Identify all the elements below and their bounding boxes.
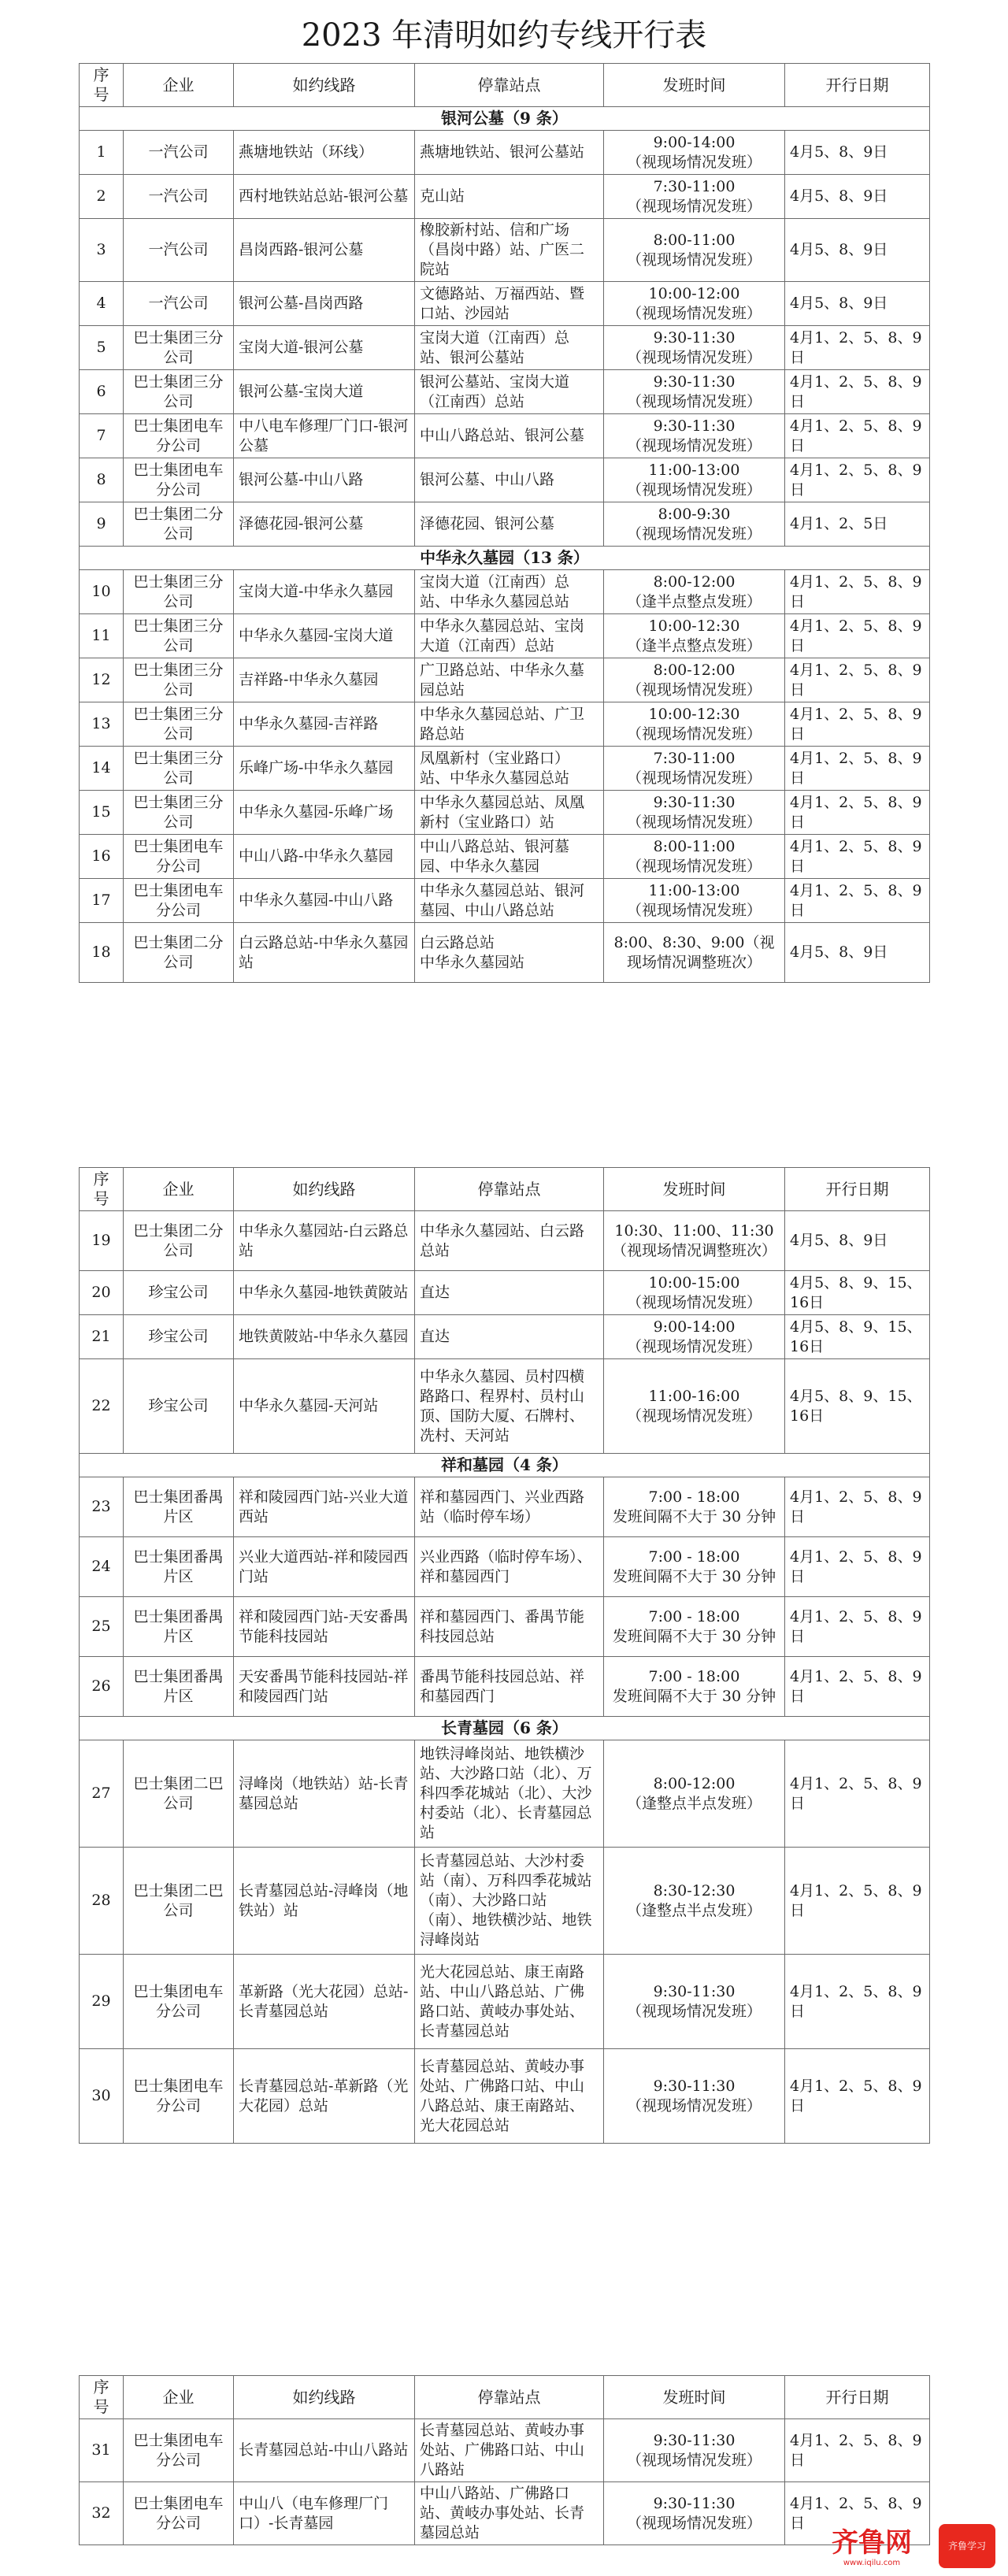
table-header-row (80, 2376, 930, 2419)
route-cell: 中华永久墓园-宝岗大道 (234, 614, 415, 658)
section-title: 祥和墓园（4 条） (80, 1454, 930, 1477)
row-number: 3 (80, 219, 124, 282)
row-number: 17 (80, 879, 124, 923)
table-row (80, 791, 930, 835)
stops-cell: 番禺节能科技园总站、祥和墓园西门 (415, 1657, 604, 1717)
table-row (80, 1657, 930, 1717)
route-cell: 祥和陵园西门站-天安番禺节能科技园站 (234, 1597, 415, 1657)
dates-cell: 4月1、2、5、8、9日 (785, 835, 930, 879)
dates-cell: 4月5、8、9日 (785, 282, 930, 326)
section-title: 中华永久墓园（13 条） (80, 547, 930, 570)
stops-cell: 长青墓园总站、黄岐办事处站、广佛路口站、中山八路站 (415, 2419, 604, 2482)
dates-cell: 4月1、2、5、8、9日 (785, 1955, 930, 2049)
time-cell: 10:30、11:00、11:30（视现场情况调整班次） (604, 1211, 785, 1271)
table-row (80, 1740, 930, 1848)
route-cell: 白云路总站-中华永久墓园站 (234, 923, 415, 983)
page-gap (0, 1140, 1008, 1167)
table-row (80, 1271, 930, 1315)
header-dates: 开行日期 (785, 64, 930, 107)
company-cell: 巴士集团三分公司 (124, 702, 234, 747)
stops-cell: 直达 (415, 1315, 604, 1359)
row-number: 1 (80, 131, 124, 175)
stops-cell: 凤凰新村（宝业路口）站、中华永久墓园总站 (415, 747, 604, 791)
table-row (80, 414, 930, 458)
route-cell: 中华永久墓园-天河站 (234, 1359, 415, 1454)
dates-cell: 4月5、8、9日 (785, 131, 930, 175)
table-row (80, 1537, 930, 1597)
company-cell: 巴士集团番禺片区 (124, 1597, 234, 1657)
company-cell: 巴士集团二分公司 (124, 1211, 234, 1271)
row-number: 27 (80, 1740, 124, 1848)
row-number: 12 (80, 658, 124, 702)
time-cell: 9:30-11:30 （视现场情况发班） (604, 2482, 785, 2545)
dates-cell: 4月1、2、5、8、9日 (785, 414, 930, 458)
section-row (80, 107, 930, 131)
table-row (80, 131, 930, 175)
route-cell: 天安番禺节能科技园站-祥和陵园西门站 (234, 1657, 415, 1717)
company-cell: 一汽公司 (124, 219, 234, 282)
logo-badge-text: 齐鲁学习 (947, 2541, 986, 2552)
time-cell: 10:00-12:00 （视现场情况发班） (604, 282, 785, 326)
row-number: 2 (80, 175, 124, 219)
route-cell: 银河公墓-昌岗西路 (234, 282, 415, 326)
row-number: 23 (80, 1477, 124, 1537)
time-cell: 7:00 - 18:00 发班间隔不大于 30 分钟 (604, 1657, 785, 1717)
row-number: 21 (80, 1315, 124, 1359)
company-cell: 巴士集团二分公司 (124, 923, 234, 983)
route-cell: 宝岗大道-银河公墓 (234, 326, 415, 370)
stops-cell: 橡胶新村站、信和广场（昌岗中路）站、广医二院站 (415, 219, 604, 282)
row-number: 14 (80, 747, 124, 791)
dates-cell: 4月1、2、5、8、9日 (785, 1537, 930, 1597)
time-cell: 8:00-9:30 （视现场情况发班） (604, 502, 785, 547)
table-row (80, 835, 930, 879)
table-row (80, 175, 930, 219)
row-number: 24 (80, 1537, 124, 1597)
company-cell: 珍宝公司 (124, 1359, 234, 1454)
table-header-row (80, 64, 930, 107)
header-route: 如约线路 (234, 1168, 415, 1211)
route-cell: 中华永久墓园-中山八路 (234, 879, 415, 923)
time-cell: 8:00-12:00 （逢半点整点发班） (604, 570, 785, 614)
time-cell: 8:00-12:00 （逢整点半点发班） (604, 1740, 785, 1848)
table-row (80, 1477, 930, 1537)
page-gap (0, 2348, 1008, 2375)
header-dates: 开行日期 (785, 1168, 930, 1211)
table-row (80, 219, 930, 282)
time-cell: 10:00-12:30 （视现场情况发班） (604, 702, 785, 747)
company-cell: 巴士集团电车分公司 (124, 879, 234, 923)
route-cell: 浔峰岗（地铁站）站-长青墓园总站 (234, 1740, 415, 1848)
dates-cell: 4月1、2、5、8、9日 (785, 1848, 930, 1955)
schedule-table-3 (79, 2375, 930, 2545)
route-cell: 中华永久墓园-乐峰广场 (234, 791, 415, 835)
stops-cell: 中华永久墓园总站、银河墓园、中山八路总站 (415, 879, 604, 923)
stops-cell: 直达 (415, 1271, 604, 1315)
table-row (80, 614, 930, 658)
company-cell: 巴士集团三分公司 (124, 747, 234, 791)
dates-cell: 4月1、2、5、8、9日 (785, 458, 930, 502)
section-title: 长青墓园（6 条） (80, 1717, 930, 1740)
logo-brand: 齐鲁网 (832, 2527, 912, 2559)
stops-cell: 中山八路总站、银河公墓 (415, 414, 604, 458)
stops-cell: 光大花园总站、康王南路站、中山八路总站、广佛路口站、黄岐办事处站、长青墓园总站 (415, 1955, 604, 2049)
stops-cell: 中华永久墓园总站、广卫路总站 (415, 702, 604, 747)
row-number: 25 (80, 1597, 124, 1657)
row-number: 15 (80, 791, 124, 835)
section-row (80, 1454, 930, 1477)
time-cell: 8:30-12:30 （逢整点半点发班） (604, 1848, 785, 1955)
time-cell: 9:30-11:30 （视现场情况发班） (604, 326, 785, 370)
route-cell: 银河公墓-中山八路 (234, 458, 415, 502)
stops-cell: 中华永久墓园、员村四横路路口、程界村、员村山顶、国防大厦、石牌村、冼村、天河站 (415, 1359, 604, 1454)
time-cell: 8:00-11:00 （视现场情况发班） (604, 219, 785, 282)
time-cell: 9:00-14:00 （视现场情况发班） (604, 1315, 785, 1359)
stops-cell: 中山八路总站、银河墓园、中华永久墓园 (415, 835, 604, 879)
company-cell: 巴士集团二巴公司 (124, 1740, 234, 1848)
header-company: 企业 (124, 2376, 234, 2419)
header-time: 发班时间 (604, 2376, 785, 2419)
section-title: 银河公墓（9 条） (80, 107, 930, 131)
time-cell: 11:00-16:00 （视现场情况发班） (604, 1359, 785, 1454)
company-cell: 巴士集团番禺片区 (124, 1477, 234, 1537)
company-cell: 一汽公司 (124, 175, 234, 219)
dates-cell: 4月1、2、5、8、9日 (785, 2482, 930, 2545)
table-row (80, 702, 930, 747)
dates-cell: 4月1、2、5、8、9日 (785, 1740, 930, 1848)
dates-cell: 4月1、2、5、8、9日 (785, 570, 930, 614)
row-number: 8 (80, 458, 124, 502)
route-cell: 中八电车修理厂门口-银河公墓 (234, 414, 415, 458)
time-cell: 11:00-13:00 （视现场情况发班） (604, 458, 785, 502)
company-cell: 一汽公司 (124, 131, 234, 175)
dates-cell: 4月1、2、5、8、9日 (785, 370, 930, 414)
logo-url: www.iqilu.com (843, 2559, 901, 2567)
dates-cell: 4月1、2、5日 (785, 502, 930, 547)
row-number: 19 (80, 1211, 124, 1271)
company-cell: 巴士集团三分公司 (124, 326, 234, 370)
stops-cell: 祥和墓园西门、兴业西路站（临时停车场） (415, 1477, 604, 1537)
time-cell: 9:30-11:30 （视现场情况发班） (604, 2049, 785, 2144)
route-cell: 长青墓园总站-中山八路站 (234, 2419, 415, 2482)
table-header-row (80, 1168, 930, 1211)
watermark-logo (813, 2524, 1002, 2571)
company-cell: 巴士集团三分公司 (124, 614, 234, 658)
route-cell: 西村地铁站总站-银河公墓 (234, 175, 415, 219)
header-no: 序 号 (80, 2376, 124, 2419)
time-cell: 7:00 - 18:00 发班间隔不大于 30 分钟 (604, 1597, 785, 1657)
table-row (80, 1848, 930, 1955)
dates-cell: 4月1、2、5、8、9日 (785, 747, 930, 791)
stops-cell: 泽德花园、银河公墓 (415, 502, 604, 547)
company-cell: 巴士集团电车分公司 (124, 1955, 234, 2049)
dates-cell: 4月5、8、9、15、16日 (785, 1315, 930, 1359)
row-number: 16 (80, 835, 124, 879)
time-cell: 7:00 - 18:00 发班间隔不大于 30 分钟 (604, 1477, 785, 1537)
row-number: 20 (80, 1271, 124, 1315)
table-row (80, 1955, 930, 2049)
dates-cell: 4月1、2、5、8、9日 (785, 791, 930, 835)
route-cell: 中山八路-中华永久墓园 (234, 835, 415, 879)
table-row (80, 747, 930, 791)
time-cell: 8:00-11:00 （视现场情况发班） (604, 835, 785, 879)
stops-cell: 银河公墓站、宝岗大道（江南西）总站 (415, 370, 604, 414)
dates-cell: 4月5、8、9、15、16日 (785, 1359, 930, 1454)
time-cell: 9:00-14:00 （视现场情况发班） (604, 131, 785, 175)
header-stops: 停靠站点 (415, 1168, 604, 1211)
dates-cell: 4月1、2、5、8、9日 (785, 1477, 930, 1537)
stops-cell: 文德路站、万福西站、暨口站、沙园站 (415, 282, 604, 326)
stops-cell: 长青墓园总站、大沙村委站（南）、万科四季花城站（南）、大沙路口站（南）、地铁横沙站、地铁浔峰岗站 (415, 1848, 604, 1955)
route-cell: 燕塘地铁站（环线） (234, 131, 415, 175)
table-row (80, 458, 930, 502)
dates-cell: 4月5、8、9日 (785, 1211, 930, 1271)
table-row (80, 923, 930, 983)
table-row (80, 1211, 930, 1271)
dates-cell: 4月1、2、5、8、9日 (785, 1597, 930, 1657)
route-cell: 中山八（电车修理厂门口）-长青墓园 (234, 2482, 415, 2545)
dates-cell: 4月1、2、5、8、9日 (785, 1657, 930, 1717)
company-cell: 巴士集团三分公司 (124, 658, 234, 702)
stops-cell: 宝岗大道（江南西）总站、中华永久墓园总站 (415, 570, 604, 614)
stops-cell: 白云路总站 中华永久墓园站 (415, 923, 604, 983)
stops-cell: 中山八路站、广佛路口站、黄岐办事处站、长青墓园总站 (415, 2482, 604, 2545)
company-cell: 一汽公司 (124, 282, 234, 326)
stops-cell: 兴业西路（临时停车场）、祥和墓园西门 (415, 1537, 604, 1597)
route-cell: 中华永久墓园-地铁黄陂站 (234, 1271, 415, 1315)
dates-cell: 4月1、2、5、8、9日 (785, 2419, 930, 2482)
company-cell: 巴士集团三分公司 (124, 570, 234, 614)
row-number: 4 (80, 282, 124, 326)
route-cell: 长青墓园总站-浔峰岗（地铁站）站 (234, 1848, 415, 1955)
dates-cell: 4月5、8、9、15、16日 (785, 1271, 930, 1315)
header-route: 如约线路 (234, 64, 415, 107)
time-cell: 10:00-15:00 （视现场情况发班） (604, 1271, 785, 1315)
stops-cell: 中华永久墓园总站、凤凰新村（宝业路口）站 (415, 791, 604, 835)
dates-cell: 4月5、8、9日 (785, 219, 930, 282)
stops-cell: 燕塘地铁站、银河公墓站 (415, 131, 604, 175)
time-cell: 11:00-13:00 （视现场情况发班） (604, 879, 785, 923)
route-cell: 兴业大道西站-祥和陵园西门站 (234, 1537, 415, 1597)
stops-cell: 长青墓园总站、黄岐办事处站、广佛路口站、中山八路总站、康王南路站、光大花园总站 (415, 2049, 604, 2144)
row-number: 9 (80, 502, 124, 547)
time-cell: 9:30-11:30 （视现场情况发班） (604, 2419, 785, 2482)
stops-cell: 地铁浔峰岗站、地铁横沙站、大沙路口站（北）、万科四季花城站（北）、大沙村委站（北）、长青墓园总站 (415, 1740, 604, 1848)
stops-cell: 祥和墓园西门、番禺节能科技园总站 (415, 1597, 604, 1657)
table-row (80, 2049, 930, 2144)
page-title: 2023 年清明如约专线开行表 (301, 17, 707, 54)
route-cell: 银河公墓-宝岗大道 (234, 370, 415, 414)
dates-cell: 4月1、2、5、8、9日 (785, 658, 930, 702)
route-cell: 祥和陵园西门站-兴业大道西站 (234, 1477, 415, 1537)
stops-cell: 银河公墓、中山八路 (415, 458, 604, 502)
row-number: 31 (80, 2419, 124, 2482)
company-cell: 巴士集团电车分公司 (124, 458, 234, 502)
dates-cell: 4月5、8、9日 (785, 923, 930, 983)
table-row (80, 502, 930, 547)
time-cell: 7:00 - 18:00 发班间隔不大于 30 分钟 (604, 1537, 785, 1597)
header-time: 发班时间 (604, 64, 785, 107)
company-cell: 巴士集团三分公司 (124, 370, 234, 414)
company-cell: 珍宝公司 (124, 1315, 234, 1359)
dates-cell: 4月1、2、5、8、9日 (785, 879, 930, 923)
company-cell: 巴士集团电车分公司 (124, 835, 234, 879)
route-cell: 泽德花园-银河公墓 (234, 502, 415, 547)
company-cell: 巴士集团二巴公司 (124, 1848, 234, 1955)
row-number: 32 (80, 2482, 124, 2545)
row-number: 29 (80, 1955, 124, 2049)
row-number: 13 (80, 702, 124, 747)
table-row (80, 2482, 930, 2545)
table-row (80, 326, 930, 370)
section-row (80, 547, 930, 570)
stops-cell: 宝岗大道（江南西）总站、银河公墓站 (415, 326, 604, 370)
table-row (80, 282, 930, 326)
dates-cell: 4月1、2、5、8、9日 (785, 614, 930, 658)
company-cell: 巴士集团电车分公司 (124, 2419, 234, 2482)
header-stops: 停靠站点 (415, 2376, 604, 2419)
section-row (80, 1717, 930, 1740)
company-cell: 巴士集团二分公司 (124, 502, 234, 547)
company-cell: 巴士集团电车分公司 (124, 2049, 234, 2144)
dates-cell: 4月1、2、5、8、9日 (785, 2049, 930, 2144)
header-company: 企业 (124, 1168, 234, 1211)
time-cell: 9:30-11:30 （视现场情况发班） (604, 791, 785, 835)
company-cell: 巴士集团番禺片区 (124, 1537, 234, 1597)
row-number: 11 (80, 614, 124, 658)
row-number: 6 (80, 370, 124, 414)
route-cell: 宝岗大道-中华永久墓园 (234, 570, 415, 614)
header-dates: 开行日期 (785, 2376, 930, 2419)
time-cell: 9:30-11:30 （视现场情况发班） (604, 370, 785, 414)
row-number: 26 (80, 1657, 124, 1717)
time-cell: 9:30-11:30 （视现场情况发班） (604, 414, 785, 458)
table-row (80, 1597, 930, 1657)
table-row (80, 570, 930, 614)
table-row (80, 2419, 930, 2482)
stops-cell: 克山站 (415, 175, 604, 219)
row-number: 7 (80, 414, 124, 458)
logo-badge (939, 2524, 995, 2568)
time-cell: 9:30-11:30 （视现场情况发班） (604, 1955, 785, 2049)
company-cell: 巴士集团三分公司 (124, 791, 234, 835)
table-row (80, 879, 930, 923)
route-cell: 中华永久墓园-吉祥路 (234, 702, 415, 747)
route-cell: 吉祥路-中华永久墓园 (234, 658, 415, 702)
row-number: 18 (80, 923, 124, 983)
row-number: 22 (80, 1359, 124, 1454)
company-cell: 珍宝公司 (124, 1271, 234, 1315)
table-row (80, 658, 930, 702)
dates-cell: 4月1、2、5、8、9日 (785, 702, 930, 747)
time-cell: 7:30-11:00 （视现场情况发班） (604, 747, 785, 791)
time-cell: 7:30-11:00 （视现场情况发班） (604, 175, 785, 219)
route-cell: 昌岗西路-银河公墓 (234, 219, 415, 282)
dates-cell: 4月5、8、9日 (785, 175, 930, 219)
table-row (80, 1359, 930, 1454)
row-number: 5 (80, 326, 124, 370)
table-row (80, 370, 930, 414)
company-cell: 巴士集团电车分公司 (124, 2482, 234, 2545)
header-no: 序 号 (80, 64, 124, 107)
schedule-table-2 (79, 1167, 930, 2144)
stops-cell: 中华永久墓园总站、宝岗大道（江南西）总站 (415, 614, 604, 658)
table-row (80, 1315, 930, 1359)
row-number: 10 (80, 570, 124, 614)
header-company: 企业 (124, 64, 234, 107)
row-number: 28 (80, 1848, 124, 1955)
header-time: 发班时间 (604, 1168, 785, 1211)
route-cell: 长青墓园总站-革新路（光大花园）总站 (234, 2049, 415, 2144)
header-stops: 停靠站点 (415, 64, 604, 107)
route-cell: 地铁黄陂站-中华永久墓园 (234, 1315, 415, 1359)
dates-cell: 4月1、2、5、8、9日 (785, 326, 930, 370)
row-number: 30 (80, 2049, 124, 2144)
route-cell: 革新路（光大花园）总站-长青墓园总站 (234, 1955, 415, 2049)
header-route: 如约线路 (234, 2376, 415, 2419)
schedule-table-1 (79, 63, 930, 983)
stops-cell: 中华永久墓园站、白云路总站 (415, 1211, 604, 1271)
company-cell: 巴士集团番禺片区 (124, 1657, 234, 1717)
time-cell: 8:00、8:30、9:00（视现场情况调整班次） (604, 923, 785, 983)
route-cell: 中华永久墓园站-白云路总站 (234, 1211, 415, 1271)
time-cell: 10:00-12:30 （逢半点整点发班） (604, 614, 785, 658)
route-cell: 乐峰广场-中华永久墓园 (234, 747, 415, 791)
company-cell: 巴士集团电车分公司 (124, 414, 234, 458)
time-cell: 8:00-12:00 （视现场情况发班） (604, 658, 785, 702)
stops-cell: 广卫路总站、中华永久墓园总站 (415, 658, 604, 702)
header-no: 序 号 (80, 1168, 124, 1211)
